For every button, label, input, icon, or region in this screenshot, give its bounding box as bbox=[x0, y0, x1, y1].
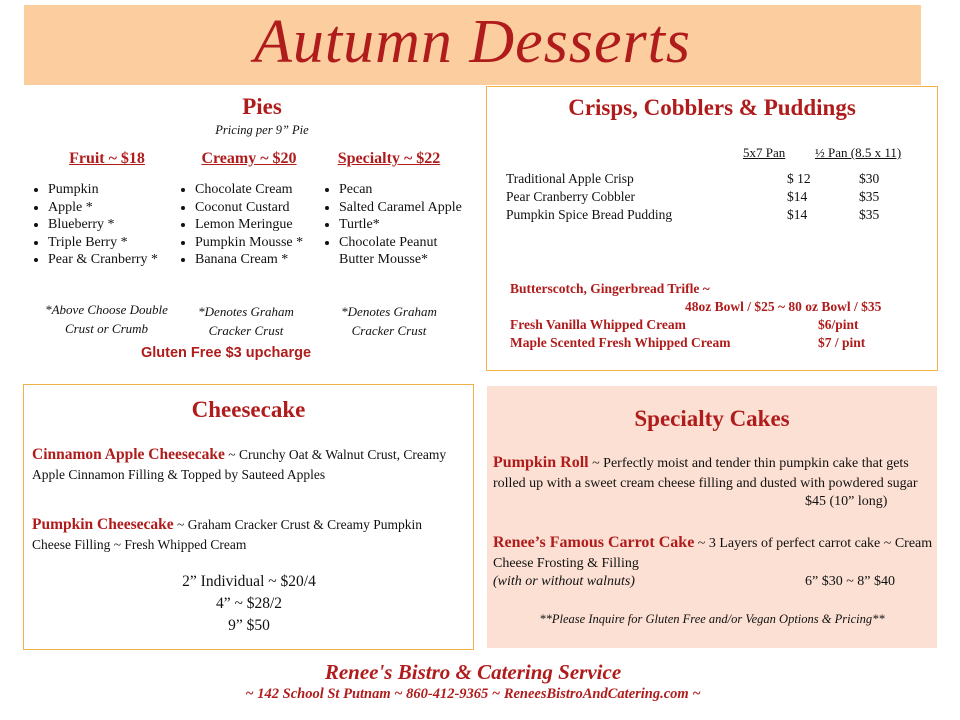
item-name: Cinnamon Apple Cheesecake bbox=[32, 446, 225, 463]
list-item: • Blueberry * bbox=[48, 216, 182, 234]
item-price: $35 bbox=[859, 207, 880, 222]
list-item: • Pumpkin Mousse * bbox=[195, 234, 319, 252]
list-item bbox=[506, 171, 926, 187]
cakes-heading: Specialty Cakes bbox=[634, 406, 790, 431]
crisps-col1-header: 5x7 Pan bbox=[743, 145, 786, 160]
pies-column-fruit bbox=[32, 150, 182, 269]
pies-note: *Denotes Graham Cracker Crust bbox=[198, 304, 294, 338]
crisps-heading: Crisps, Cobblers & Puddings bbox=[568, 95, 856, 120]
list-item: • Chocolate Peanut Butter Mousse* bbox=[339, 234, 463, 269]
cake-item-pumpkin-roll bbox=[493, 453, 923, 494]
pies-note: *Above Choose Double Crust or Crumb bbox=[45, 302, 168, 336]
item-name: Pumpkin Roll bbox=[493, 454, 589, 471]
pies-column-specialty bbox=[323, 150, 463, 269]
list-item: • Pecan bbox=[339, 181, 463, 199]
cheesecake-item bbox=[32, 515, 452, 555]
cheesecake-price: 4” ~ $28/2 bbox=[215, 595, 283, 612]
pies-subheading: Pricing per 9” Pie bbox=[215, 123, 309, 137]
inquire-note: **Please Inquire for Gluten Free and/or Vegan Options & Pricing** bbox=[539, 612, 885, 626]
item-name: Traditional Apple Crisp bbox=[506, 171, 634, 186]
crisps-col2-header: ½ Pan (8.5 x 11) bbox=[815, 145, 902, 160]
pies-column-title: Creamy ~ $20 bbox=[201, 150, 297, 167]
list-item bbox=[510, 335, 930, 351]
cheesecake-price: 9” $50 bbox=[228, 617, 270, 634]
page-title: Autumn Desserts bbox=[254, 8, 691, 76]
crisps-section bbox=[486, 86, 938, 371]
item-price: $35 bbox=[859, 189, 880, 204]
cakes-section bbox=[487, 386, 937, 648]
list-item: • Turtle* bbox=[339, 216, 463, 234]
cheesecake-price: 2” Individual ~ $20/4 bbox=[182, 573, 316, 590]
cake-item-carrot bbox=[493, 533, 933, 574]
item-name: Pumpkin Cheesecake bbox=[32, 516, 174, 533]
item-note: (with or without walnuts) bbox=[493, 574, 635, 589]
trifle-title: Butterscotch, Gingerbread Trifle ~ bbox=[510, 281, 710, 296]
list-item bbox=[506, 207, 926, 223]
gluten-free-note: Gluten Free $3 upcharge bbox=[140, 345, 312, 361]
list-item: • Coconut Custard bbox=[195, 199, 319, 217]
footer-business-name: Renee's Bistro & Catering Service bbox=[324, 660, 622, 684]
pies-column-title: Specialty ~ $22 bbox=[337, 150, 441, 167]
list-item: • Apple * bbox=[48, 199, 182, 217]
cheesecake-section bbox=[23, 384, 474, 650]
item-name: Pumpkin Spice Bread Pudding bbox=[506, 207, 673, 222]
pies-column-creamy bbox=[179, 150, 319, 269]
cheesecake-item bbox=[32, 445, 468, 485]
list-item: • Banana Cream * bbox=[195, 251, 319, 269]
item-price: $14 bbox=[787, 207, 808, 222]
item-desc: ~ Crunchy Oat & Walnut Crust, Creamy Apple Cinnamon Filling & Topped by Sauteed Apples bbox=[32, 447, 447, 482]
pies-note: *Denotes Graham Cracker Crust bbox=[341, 304, 437, 338]
list-item bbox=[506, 189, 926, 205]
list-item: • Lemon Meringue bbox=[195, 216, 319, 234]
item-name: Pear Cranberry Cobbler bbox=[506, 189, 635, 204]
item-name: Renee’s Famous Carrot Cake bbox=[493, 534, 695, 551]
list-item: • Salted Caramel Apple bbox=[339, 199, 463, 217]
list-item bbox=[510, 317, 930, 333]
list-item: • Triple Berry * bbox=[48, 234, 182, 252]
item-price: $45 (10” long) bbox=[805, 494, 888, 509]
pies-column-title: Fruit ~ $18 bbox=[69, 150, 145, 167]
item-price: $7 / pint bbox=[818, 335, 866, 350]
item-price: $ 12 bbox=[787, 171, 811, 186]
item-name: Fresh Vanilla Whipped Cream bbox=[510, 317, 686, 332]
item-desc: ~ 3 Layers of perfect carrot cake ~ Cream Cheese Frosting & Filling bbox=[493, 536, 933, 571]
list-item: • Pumpkin bbox=[48, 181, 182, 199]
item-price: 6” $30 ~ 8” $40 bbox=[805, 574, 896, 589]
item-price: $14 bbox=[787, 189, 808, 204]
pies-section bbox=[24, 88, 474, 370]
item-desc: ~ Perfectly moist and tender thin pumpkin cake that gets rolled up with a sweet cream cheese filling and dusted with powdered sugar bbox=[493, 456, 918, 491]
trifle-prices: 48oz Bowl / $25 ~ 80 oz Bowl / $35 bbox=[685, 299, 882, 314]
footer-contact: ~ 142 School St Putnam ~ 860-412-9365 ~ ReneesBistroAndCatering.com ~ bbox=[245, 686, 701, 702]
item-price: $6/pint bbox=[818, 317, 859, 332]
list-item: • Pear & Cranberry * bbox=[48, 251, 182, 269]
pies-heading: Pies bbox=[242, 94, 282, 119]
item-name: Maple Scented Fresh Whipped Cream bbox=[510, 335, 731, 350]
item-price: $30 bbox=[859, 171, 880, 186]
list-item: • Chocolate Cream bbox=[195, 181, 319, 199]
cheesecake-heading: Cheesecake bbox=[191, 397, 306, 422]
item-desc: ~ Graham Cracker Crust & Creamy Pumpkin Cheese Filling ~ Fresh Whipped Cream bbox=[32, 517, 423, 552]
